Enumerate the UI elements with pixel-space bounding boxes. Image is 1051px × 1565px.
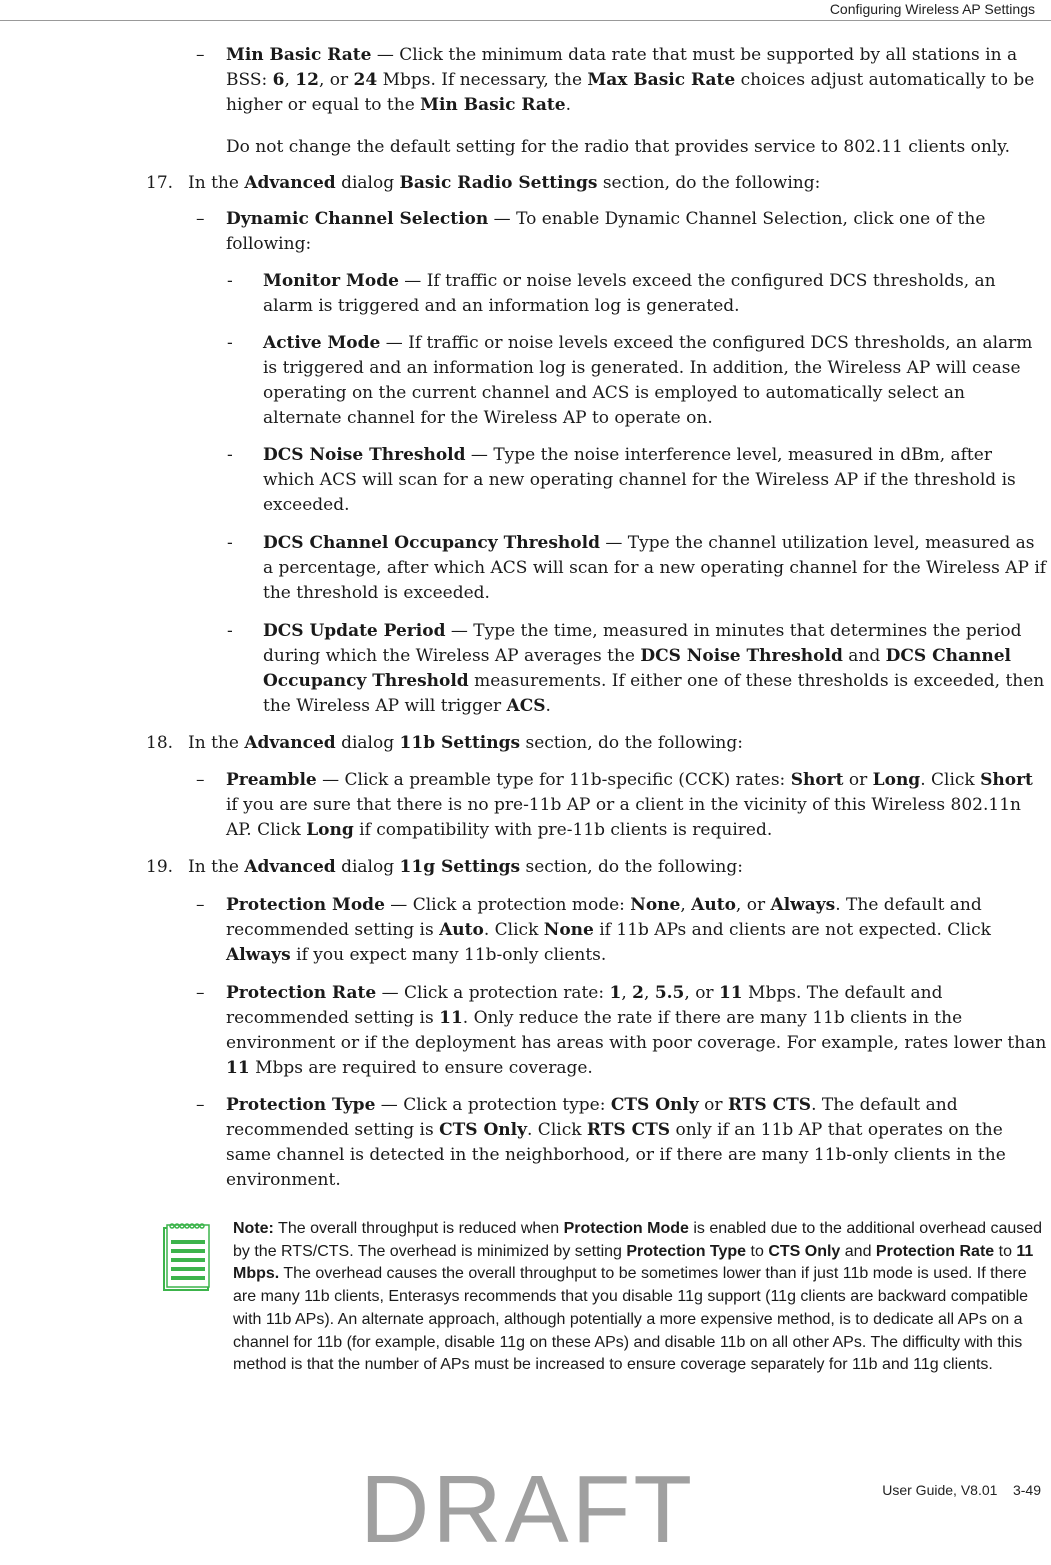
- min-basic-rate-item: – Min Basic Rate — Click the minimum data rate that must be supported by all stations in a BSS: 6, 12, or 24 Mbps. If necessary, the Max Basic Rate choices adjust automatically to be higher or equal to the Min Basic Rate.: [196, 45, 1035, 115]
- draft-watermark: DRAFT: [360, 1456, 695, 1563]
- page-footer: User Guide, V8.01 3-49: [882, 1482, 1041, 1498]
- step-18: 18. In the Advanced dialog 11b Settings section, do the following:: [146, 733, 743, 753]
- active-mode-item: - Active Mode — If traffic or noise levels exceed the configured DCS thresholds, an alarm is triggered and an information log is generated. In addition, the Wireless AP will cease operating on the current channel and ACS is employed to automatically select an alternate channel for the Wireless AP to operate on.: [227, 333, 1033, 428]
- running-header: Configuring Wireless AP Settings: [829, 1, 1035, 17]
- dcs-noise-threshold-item: - DCS Noise Threshold — Type the noise interference level, measured in dBm, after which ACS will scan for a new operating channel for the Wireless AP if the threshold is exceeded.: [227, 445, 1016, 515]
- note-callout: Note: The overall throughput is reduced when Protection Mode is enabled due to the additional overhead caused by the RTS/CTS. The overhead is minimized by setting Protection Type to CTS Only and Protection Rate to 11 Mbps. The overhead causes the overall throughput to be sometimes lower than if just 11b mode is used. If there are many 11b clients, Enterasys recommends that you disable 11g support (11g clients are backward compatible with 11b APs). An alternate approach, although potentially a more expensive method, is to dedicate all APs on a channel for 11b (for example, disable 11g on these APs) and disable 11b on all other APs. The difficulty with this method is that the number of APs must be increased to ensure coverage separately for 11b and 11g clients.: [233, 1220, 1043, 1374]
- min-basic-rate-label: Min Basic Rate: [226, 45, 372, 65]
- note-label: Note:: [233, 1220, 274, 1237]
- step-17: 17. In the Advanced dialog Basic Radio Settings section, do the following:: [146, 173, 821, 193]
- dcs-occupancy-threshold-item: - DCS Channel Occupancy Threshold — Type the channel utilization level, measured as a percentage, after which ACS will scan for a new operating channel for the Wireless AP if the threshold is exceeded.: [227, 533, 1047, 603]
- do-not-change-paragraph: Do not change the default setting for the radio that provides service to 802.11 clients only.: [226, 137, 1011, 157]
- preamble-item: – Preamble — Click a preamble type for 11b-specific (CCK) rates: Short or Long. Click Short if you are sure that there is no pre-11b AP or a client in the vicinity of this Wireless 802.11n AP. Click Long if compatibility with pre-11b clients is required.: [196, 770, 1033, 840]
- protection-type-item: – Protection Type — Click a protection type: CTS Only or RTS CTS. The default and recommended setting is CTS Only. Click RTS CTS only if an 11b AP that operates on the same channel is detected in the neighborhood, or if there are many 11b-only clients in the environment.: [196, 1095, 1006, 1190]
- dcs-item: – Dynamic Channel Selection — To enable Dynamic Channel Selection, click one of the following:: [196, 209, 986, 254]
- notepad-icon: [163, 1222, 211, 1292]
- protection-mode-item: – Protection Mode — Click a protection mode: None, Auto, or Always. The default and recommended setting is Auto. Click None if 11b APs and clients are not expected. Click Always if you expect many 11b-only clients.: [196, 895, 991, 965]
- step-19: 19. In the Advanced dialog 11g Settings section, do the following:: [146, 857, 743, 877]
- monitor-mode-item: - Monitor Mode — If traffic or noise levels exceed the configured DCS thresholds, an alarm is triggered and an information log is generated.: [227, 271, 996, 316]
- protection-rate-item: – Protection Rate — Click a protection rate: 1, 2, 5.5, or 11 Mbps. The default and recommended setting is 11. Only reduce the rate if there are many 11b clients in the environment or if the deployment has areas with poor coverage. For example, rates lower than 11 Mbps are required to ensure coverage.: [196, 983, 1047, 1078]
- dcs-update-period-item: - DCS Update Period — Type the time, measured in minutes that determines the period during which the Wireless AP averages the DCS Noise Threshold and DCS Channel Occupancy Threshold measurements. If either one of these thresholds is exceeded, then the Wireless AP will trigger ACS.: [227, 621, 1045, 716]
- header-rule: [0, 20, 1051, 21]
